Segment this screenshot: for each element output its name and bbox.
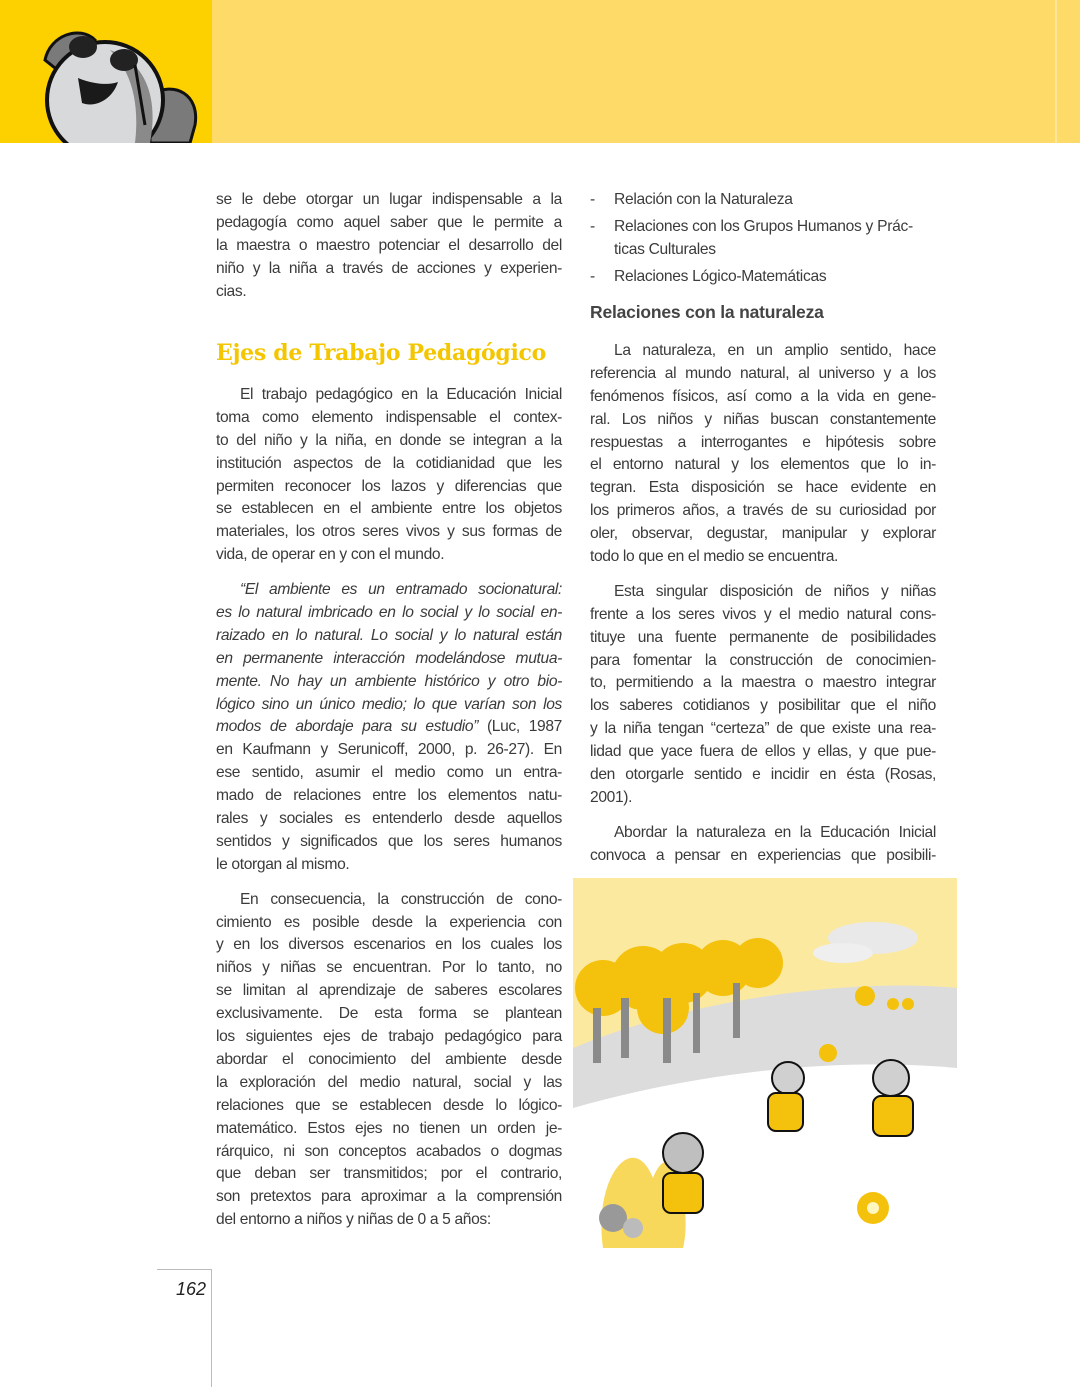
- text-line: los siguientes ejes de trabajo pedagógico para: [216, 1028, 562, 1046]
- text-line: En consecuencia, la construcción de cono-: [240, 890, 562, 908]
- text-line: que deban ser transmitidos; por el contrario,: [216, 1165, 562, 1183]
- text-line: cias.: [216, 282, 247, 300]
- header-mascot-block: [0, 0, 212, 143]
- section-heading-ejes: Ejes de Trabajo Pedagógico: [216, 340, 547, 366]
- text-line: toma como elemento indispensable el contex-: [216, 408, 562, 426]
- text-line: [216, 694, 562, 717]
- text-line: los primeros años, a través de su curiosidad por: [590, 502, 936, 520]
- list-item-text: Relaciones Lógico-Matemáticas: [614, 267, 827, 285]
- text-line: [216, 602, 562, 625]
- text-line: frente a los seres vivos y el medio natural cons-: [590, 605, 936, 623]
- text-line: la exploración del medio natural, social y las: [216, 1073, 562, 1091]
- quote-text: modos de abordaje para su estudio”: [216, 718, 479, 736]
- text-line: niños y niñas se encuentran. Por lo tanto, no: [216, 959, 562, 977]
- text-line: matemático. Estos ejes no tienen un orden je-: [216, 1119, 562, 1137]
- paragraph-trabajo: [216, 384, 562, 567]
- text-line: 2001).: [590, 788, 633, 806]
- quote-text: raizado en lo natural. Lo social y lo natural están: [216, 626, 562, 644]
- body-text: mado de relaciones entre los elementos natu-: [216, 787, 562, 805]
- text-line: referencia al mundo natural, al universo y a los: [590, 364, 936, 382]
- text-line: convoca a pensar en experiencias que posibili-: [590, 846, 936, 864]
- text-line: Abordar la naturaleza en la Educación Inicial: [614, 823, 936, 841]
- text-line: pedagogía como aquel saber que le permite a: [216, 213, 562, 231]
- text-line: el entorno natural y los elementos que lo in-: [590, 456, 936, 474]
- text-line: permiten reconocer los lazos y diferencias que: [216, 477, 562, 495]
- left-column-body: [216, 384, 562, 1244]
- text-line: tituye una fuente permanente de posibilidades: [590, 628, 936, 646]
- paragraph-consecuencia: [216, 889, 562, 1232]
- list-item: [590, 216, 940, 262]
- text-line: to, permitiendo a la maestra o maestro integrar: [590, 674, 936, 692]
- text-line: cimiento es posible desde la experiencia con: [216, 913, 562, 931]
- header-divider: [1055, 0, 1057, 143]
- subheading-naturaleza: Relaciones con la naturaleza: [590, 302, 824, 322]
- list-item: [590, 266, 940, 289]
- text-line: [216, 625, 562, 648]
- body-text: (Luc, 1987: [478, 718, 562, 736]
- text-line: para fomentar la construcción de conocimien-: [590, 651, 936, 669]
- text-line: to del niño y la niña, en donde se integran a la: [216, 431, 562, 449]
- text-line: institución aspectos de la cotidianidad que les: [216, 454, 562, 472]
- quote-text: lógico sino un único medio; lo que varían son los: [216, 695, 562, 713]
- text-line: Esta singular disposición de niños y niñas: [614, 582, 936, 600]
- text-line: [216, 671, 562, 694]
- body-text: en Kaufmann y Serunicoff, 2000, p. 26-27). En: [216, 741, 562, 759]
- header-band: [212, 0, 1080, 143]
- body-text: rales y sociales es entenderlo desde aquellos: [216, 810, 562, 828]
- text-line: se establecen en el ambiente entre los objetos: [216, 500, 562, 518]
- text-line: respuestas a interrogantes e hipótesis sobre: [590, 433, 936, 451]
- paragraph-continuation: [216, 189, 562, 303]
- text-line: [216, 739, 562, 762]
- paragraph-abordar: [590, 822, 936, 868]
- text-line: [216, 808, 562, 831]
- text-line: [216, 762, 562, 785]
- text-line: materiales, los otros seres vivos y sus formas de: [216, 523, 562, 541]
- right-column-body: [590, 340, 936, 880]
- text-line: [216, 785, 562, 808]
- text-line: vida, de operar en y con el mundo.: [216, 546, 445, 564]
- text-line: exclusivamente. De esta forma se plantean: [216, 1005, 562, 1023]
- text-line: [216, 716, 562, 739]
- paragraph-naturaleza: [590, 340, 936, 569]
- left-column-intro: [216, 189, 562, 315]
- list-item: [590, 189, 940, 212]
- text-line: La naturaleza, en un amplio sentido, hace: [614, 342, 936, 359]
- text-line: [216, 579, 562, 602]
- text-line: [216, 648, 562, 671]
- list-item-text: Relación con la Naturaleza: [614, 191, 793, 208]
- text-line: y en los diversos escenarios en los cuales los: [216, 936, 562, 954]
- text-line: del entorno a niños y niñas de 0 a 5 años:: [216, 1211, 491, 1229]
- text-line: y la niña tengan “certeza” de que existe una rea-: [590, 720, 936, 738]
- footer-rule-horizontal: [157, 1269, 212, 1270]
- children-exploring-nature-illustration: [573, 878, 957, 1248]
- quote-text: “El ambiente es un entramado socionatural:: [240, 581, 562, 599]
- text-line: fenómenos físicos, así como a la vida en gene-: [590, 387, 936, 405]
- bullet-dash: -: [590, 191, 595, 208]
- text-line: oler, observar, degustar, manipular y explorar: [590, 525, 936, 543]
- text-line: [216, 854, 562, 877]
- paragraph-quote: [216, 579, 562, 877]
- text-line: El trabajo pedagógico en la Educación Inicial: [240, 386, 562, 403]
- bullet-dash: -: [590, 267, 595, 285]
- paragraph-disposicion: [590, 581, 936, 810]
- text-line: todo lo que en el medio se encuentra.: [590, 548, 838, 566]
- quote-text: mente. No hay un ambiente histórico y otro bio-: [216, 672, 562, 690]
- text-line: rárquico, ni son conceptos acabados o dogmas: [216, 1142, 562, 1160]
- text-line: den otorgarle sentido e incidir en ésta (Rosas,: [590, 766, 936, 784]
- footer-rule-vertical: [211, 1269, 212, 1387]
- text-line: la maestra o maestro potenciar el desarrollo del: [216, 236, 562, 254]
- text-line: los saberes cotidianos y posibilitar que el niño: [590, 697, 936, 715]
- text-line: niño y la niña a través de acciones y experien-: [216, 259, 562, 277]
- bullet-dash: -: [590, 217, 595, 235]
- text-line: son pretextos para aproximar a la comprensión: [216, 1188, 562, 1206]
- page-number: 162: [175, 1279, 206, 1299]
- body-text: sentidos y significados que los seres humanos: [216, 832, 562, 850]
- mascot-girl-sunglasses-icon: [0, 0, 212, 143]
- body-text: ese sentido, asumir el medio como un entra-: [216, 764, 562, 782]
- text-line: abordar el conocimiento del ambiente desde: [216, 1050, 562, 1068]
- text-line: ral. Los niños y niñas buscan constantemente: [590, 410, 936, 428]
- quote-text: es lo natural imbricado en lo social y lo social en-: [216, 604, 562, 622]
- text-line: tegran. Esta disposición se hace evidente en: [590, 479, 936, 497]
- quote-text: en permanente interacción modelándose mutua-: [216, 649, 562, 667]
- text-line: se le debe otorgar un lugar indispensable a la: [216, 191, 562, 208]
- list-item-text: Relaciones con los Grupos Humanos y Prác- ticas Culturales: [614, 217, 913, 258]
- text-line: se limitan al aprendizaje de saberes escolares: [216, 982, 562, 1000]
- text-line: relaciones que se establecen desde lo lógico-: [216, 1096, 562, 1114]
- axes-list: [590, 189, 940, 289]
- text-line: [216, 831, 562, 854]
- body-text: le otorgan al mismo.: [216, 855, 350, 873]
- text-line: lidad que yace fuera de ellos y ellas, y que pue-: [590, 743, 936, 761]
